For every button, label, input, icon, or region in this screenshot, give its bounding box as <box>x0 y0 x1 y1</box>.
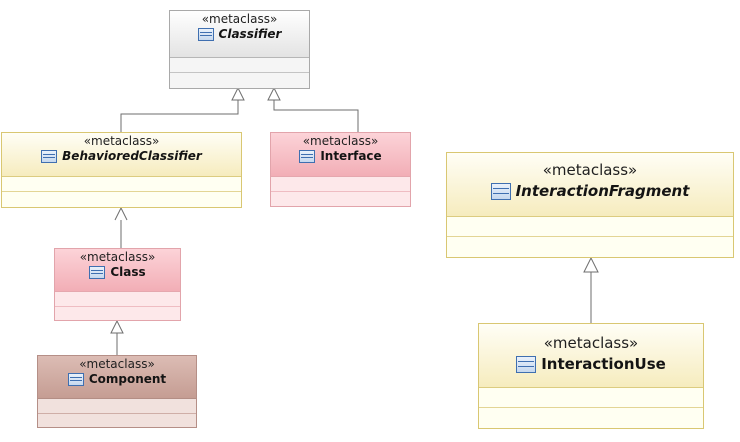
class-icon <box>299 150 315 163</box>
class-name: Classifier <box>218 26 282 41</box>
metaclass-interactionfragment[interactable] <box>446 152 734 258</box>
generalization-component-class <box>111 321 123 355</box>
stereotype-label: «metaclass» <box>542 161 638 179</box>
attributes-compartment <box>55 292 180 307</box>
generalization-behavioredclassifier-classifier <box>121 88 244 132</box>
metaclass-class[interactable] <box>54 248 181 321</box>
stereotype-label: «metaclass» <box>79 250 156 264</box>
operations-compartment <box>271 192 410 206</box>
operations-compartment <box>2 192 241 207</box>
attributes-compartment <box>479 388 703 408</box>
attributes-compartment <box>2 177 241 192</box>
attributes-compartment <box>38 399 196 414</box>
interactionfragment-header <box>447 153 733 217</box>
class-header <box>55 249 180 292</box>
attributes-compartment <box>271 177 410 192</box>
generalization-interface-classifier <box>268 88 358 132</box>
operations-compartment <box>38 414 196 427</box>
class-icon <box>491 183 511 200</box>
metaclass-behavioredclassifier[interactable] <box>1 132 242 208</box>
generalization-class-behavioredclassifier <box>115 208 127 248</box>
classifier-header <box>170 11 309 58</box>
class-icon <box>41 150 57 163</box>
stereotype-label: «metaclass» <box>79 357 155 371</box>
class-icon <box>89 266 105 279</box>
class-name: Class <box>110 264 146 279</box>
class-name: Interface <box>320 148 382 163</box>
component-header <box>38 356 196 399</box>
operations-compartment <box>170 73 309 88</box>
class-name: InteractionFragment <box>515 182 690 200</box>
generalization-interactionuse-interactionfragment <box>584 258 598 323</box>
class-name: Component <box>88 371 167 386</box>
operations-compartment <box>479 408 703 428</box>
class-name: InteractionUse <box>541 355 666 373</box>
metaclass-interface[interactable] <box>270 132 411 207</box>
metaclass-classifier[interactable] <box>169 10 310 89</box>
stereotype-label: «metaclass» <box>83 134 160 148</box>
class-icon <box>68 373 84 386</box>
metaclass-interactionuse[interactable] <box>478 323 704 429</box>
stereotype-label: «metaclass» <box>201 12 278 26</box>
interactionuse-header <box>479 324 703 388</box>
class-name: BehavioredClassifier <box>62 148 202 163</box>
attributes-compartment <box>447 217 733 237</box>
class-icon <box>198 28 214 41</box>
class-icon <box>516 356 536 373</box>
metaclass-component[interactable] <box>37 355 197 428</box>
attributes-compartment <box>170 58 309 73</box>
behavioredclassifier-header <box>2 133 241 177</box>
stereotype-label: «metaclass» <box>302 134 379 148</box>
stereotype-label: «metaclass» <box>543 334 639 352</box>
operations-compartment <box>55 307 180 320</box>
interface-header <box>271 133 410 177</box>
operations-compartment <box>447 237 733 257</box>
